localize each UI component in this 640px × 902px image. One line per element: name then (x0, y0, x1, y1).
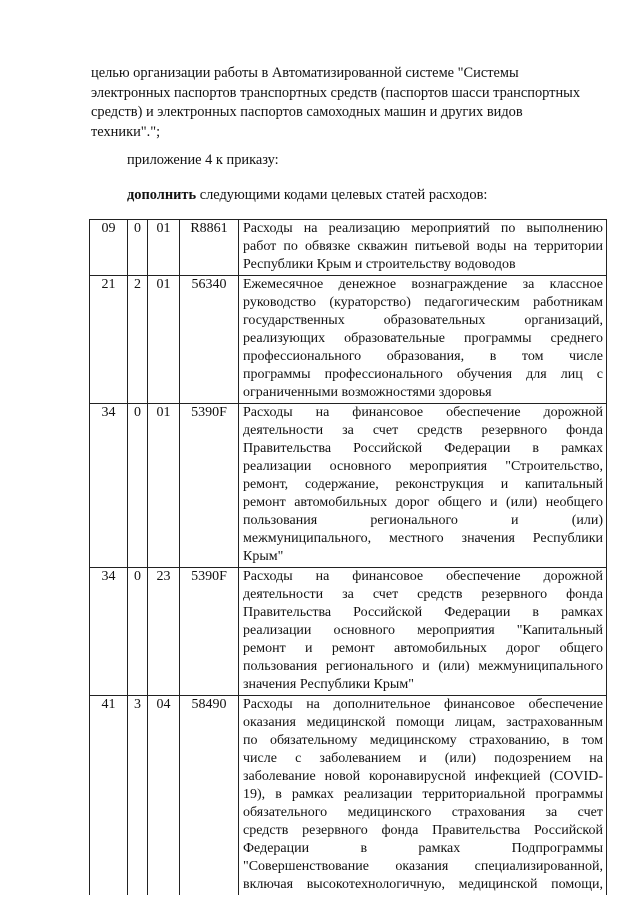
intro-line: целью организации работы в Автоматизированной системе "Системы (91, 65, 519, 81)
description-line: по обязательному медицинскому страхованию, в том (243, 733, 603, 748)
description-line: Правительства Российской Федерации в рамках (243, 441, 603, 456)
description-line: реализации основного мероприятия "Строительство, (243, 459, 603, 474)
description-line: пользования регионального и (или) (243, 513, 603, 528)
program-code-cell: 34 (90, 568, 128, 696)
expense-direction-code-cell: 5390F (180, 568, 239, 696)
supplement-bold-word: дополнить (127, 187, 197, 203)
description-line: оказания медицинской помощи лицам, застрахованным (243, 715, 603, 730)
description-line: Крым" (243, 549, 284, 564)
description-line: реализации основного мероприятия "Капитальный (243, 623, 603, 638)
description-line: пользования регионального и (или) межмуниципального (243, 659, 603, 674)
description-cell (239, 404, 607, 568)
description-line: Республики Крым и строительству водоводов (243, 257, 516, 272)
description-line: деятельности за счет средств резервного фонда (243, 423, 603, 438)
supplement-instruction (127, 186, 487, 205)
description-line: Расходы на реализацию мероприятий по выполнению (243, 221, 603, 236)
table-row (90, 276, 607, 404)
intro-line: электронных паспортов транспортных средств (паспортов шасси транспортных (91, 84, 581, 101)
intro-line: средств) и электронных паспортов самоходных машин и других видов (91, 104, 523, 120)
description-line: Расходы на финансовое обеспечение дорожной (243, 569, 603, 584)
description-line: обязательного медицинского страхования за счет (243, 805, 603, 820)
table-row (90, 404, 607, 568)
subprogram-code-cell: 3 (128, 696, 148, 896)
supplement-rest: следующими кодами целевых статей расходов: (196, 187, 488, 203)
event-code-cell: 01 (148, 220, 180, 276)
description-line: реализующих образовательные программы среднего (243, 331, 603, 346)
subprogram-code-cell: 0 (128, 404, 148, 568)
description-line: числе с заболеванием и (или) подозрением на (243, 751, 603, 766)
description-line: Расходы на финансовое обеспечение дорожной (243, 405, 603, 420)
description-line: значения Республики Крым" (243, 677, 414, 692)
description-line: руководство (кураторство) педагогическим работникам (243, 295, 603, 310)
expense-direction-code-cell: R8861 (180, 220, 239, 276)
intro-paragraph (91, 64, 605, 142)
description-line: Ежемесячное денежное вознаграждение за классное (243, 277, 603, 292)
event-code-cell: 23 (148, 568, 180, 696)
table-row (90, 568, 607, 696)
description-line: ремонт, содержание, реконструкция и капитальный (243, 477, 603, 492)
description-line: ремонт автомобильных дорог общего и (или) необщего (243, 495, 603, 510)
description-line: "Совершенствование оказания специализированной, (243, 859, 603, 874)
table-row (90, 696, 607, 896)
description-line: 19), в рамках реализации территориальной программы (243, 787, 603, 802)
expense-direction-code-cell: 56340 (180, 276, 239, 404)
event-code-cell: 01 (148, 276, 180, 404)
description-line: государственных образовательных организаций, (243, 313, 603, 328)
table-row (90, 220, 607, 276)
description-line: Правительства Российской Федерации в рамках (243, 605, 603, 620)
description-cell (239, 220, 607, 276)
expense-direction-code-cell: 5390F (180, 404, 239, 568)
description-line: Расходы на дополнительное финансовое обеспечение (243, 697, 603, 712)
description-line: межмуниципального, местного значения Республики (243, 531, 603, 546)
program-code-cell: 21 (90, 276, 128, 404)
event-code-cell: 04 (148, 696, 180, 896)
description-line: профессионального образования, в том числе (243, 349, 603, 364)
appendix-heading: приложение 4 к приказу: (127, 152, 279, 168)
program-code-cell: 41 (90, 696, 128, 896)
description-line: средств резервного фонда Правительства Российской (243, 823, 603, 838)
program-code-cell: 09 (90, 220, 128, 276)
subprogram-code-cell: 2 (128, 276, 148, 404)
description-line: работ по обвязке скважин питьевой воды на территории (243, 239, 603, 254)
description-line: программы профессионального обучения для лиц с (243, 367, 603, 382)
description-line: заболевание новой коронавирусной инфекцией (COVID- (243, 769, 603, 784)
subprogram-code-cell: 0 (128, 220, 148, 276)
subprogram-code-cell: 0 (128, 568, 148, 696)
intro-line: техники"."; (91, 123, 161, 140)
description-line: включая высокотехнологичную, медицинской помощи, (243, 877, 603, 892)
description-cell (239, 276, 607, 404)
description-line: ограниченными возможностями здоровья (243, 385, 492, 400)
description-line: ремонт и ремонт автомобильных дорог общего (243, 641, 603, 656)
target-codes-table (89, 219, 607, 895)
event-code-cell: 01 (148, 404, 180, 568)
description-line: деятельности за счет средств резервного фонда (243, 587, 603, 602)
description-line: Федерации в рамках Подпрограммы (243, 841, 603, 856)
expense-direction-code-cell: 58490 (180, 696, 239, 896)
description-cell (239, 696, 607, 896)
program-code-cell: 34 (90, 404, 128, 568)
description-cell (239, 568, 607, 696)
